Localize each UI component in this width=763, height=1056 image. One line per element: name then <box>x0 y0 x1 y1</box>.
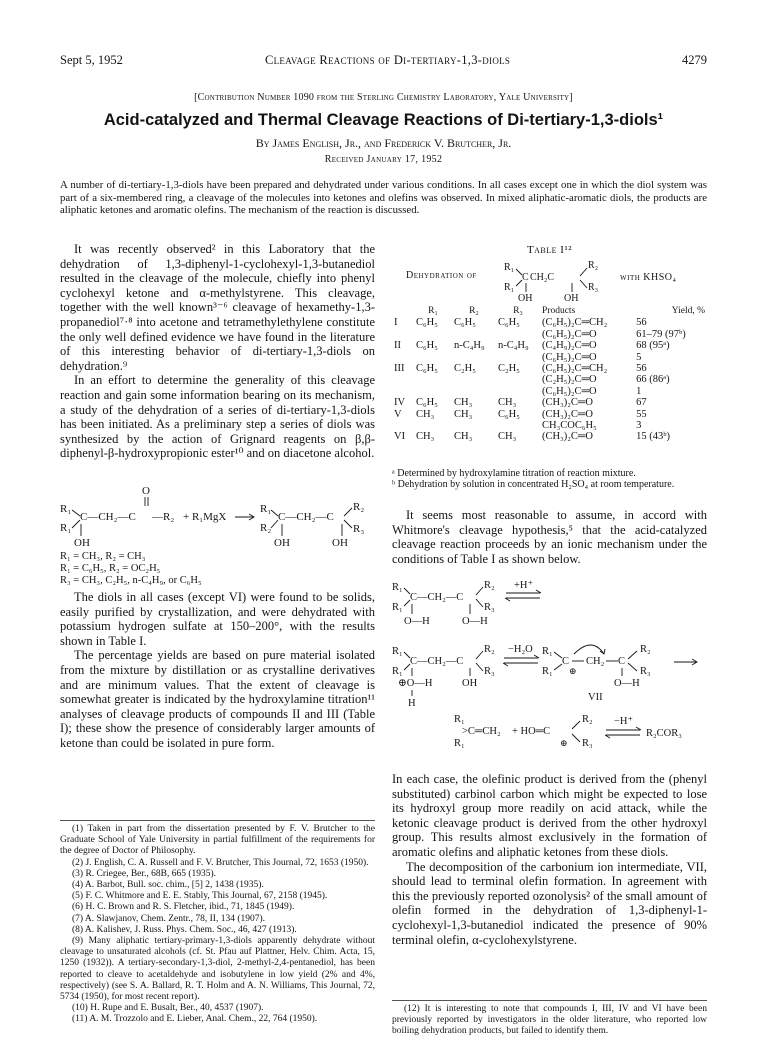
chem-label: VII <box>588 692 603 703</box>
paragraph: In each case, the olefinic product is derived from the (phenyl substituted) carbinol carbon which might be expected to lose its hydroxyl group more readily on acid attack, while the ketonic cleavage product is derived from the other hydroxyl group. This results almost exclusively in the formation of aromatic olefins and aliphatic ketones from these diols. <box>392 772 707 859</box>
legend-line: R₃ = CH₃, C₂H₅, n-C₄H₉, or C₆H₅ <box>60 574 202 586</box>
chem-label: H <box>408 698 416 709</box>
table-notes <box>392 468 707 491</box>
chem-label: O <box>142 485 150 497</box>
footnote: (12) It is interesting to note that compounds I, III, IV and VI have been previously reported by investigators in the older literature, who reported low boiling dehydration products, but failed to identify them. <box>392 1004 707 1037</box>
chem-label: OH <box>462 678 478 689</box>
footnote: (8) A. Kalishev, J. Russ. Phys. Chem. Soc., 46, 427 (1913). <box>72 924 297 935</box>
chem-label: —R₂ <box>152 511 175 523</box>
column-header: Products <box>542 306 576 316</box>
chem-label: R₃ <box>484 602 495 613</box>
chem-label: OH <box>332 537 348 549</box>
chem-label: R₂ <box>353 501 365 513</box>
chem-label: R₂ <box>640 644 651 655</box>
chem-label: R₁ <box>542 666 553 677</box>
table-header-row <box>392 306 707 317</box>
mechanism-scheme <box>392 576 707 772</box>
chem-label: CH₂ <box>586 656 605 667</box>
chem-label: with KHSO₄ <box>620 272 677 283</box>
paragraph: In an effort to determine the generality of this cleavage reaction and gain some information bearing on its mechanism, a study of the dehydration of a series of di-tertiary-1,3-diols has been initiated. As a preliminary step a series of diols was synthesized by the action of Grignard reagents on β,β-diphenyl-β-hydroxypropionic ester¹⁰ and on diacetone alcohol. <box>60 373 375 461</box>
footnote: (3) R. Criegee, Ber., 68B, 665 (1935). <box>72 868 217 879</box>
chem-label: R₁ <box>504 262 515 273</box>
chem-label: C <box>562 656 570 667</box>
chem-label: R₁ <box>392 646 403 657</box>
chem-label: R₃ <box>582 738 593 749</box>
chem-label: R₂ <box>582 714 593 725</box>
chem-label: R₂ <box>260 522 272 534</box>
chem-label: R₃ <box>353 523 365 535</box>
table-row: III C₆H₅ C₂H₅ C₂H₅ (C₆H₅)₂C═CH₂ (C₂H₅)₂C═O (C₆H₅)₂C═O 56 66 (86ᵃ) 1 <box>394 363 670 397</box>
chem-label: +H⁺ <box>514 580 534 591</box>
chem-label: R₂ <box>484 580 495 591</box>
chem-label: ⊕O—H <box>398 678 433 689</box>
chem-label: −H₂O <box>508 644 533 655</box>
footnote: (2) J. English, C. A. Russell and F. V. Brutcher, This Journal, 72, 1653 (1950). <box>72 857 369 868</box>
paragraph: The diols in all cases (except VI) were found to be solids, easily purified by crystallization, and were dehydrated with potassium hydrogen sulfate at 150–200°, with the results shown in Table I. <box>60 590 375 648</box>
chem-label: R₁ <box>60 503 72 515</box>
chem-label: + HO═C <box>512 726 551 737</box>
chem-label: O—H <box>404 616 430 627</box>
chem-label: R₃ <box>640 666 651 677</box>
table-row: VI CH₃ CH₃ CH₃ (CH₃)₂C═O 15 (43ᵇ) <box>394 431 670 443</box>
footnote-rule <box>60 820 375 821</box>
chem-label: R₁ <box>260 503 272 515</box>
column-header: Yield, % <box>671 306 705 316</box>
substituent-legend <box>60 551 375 586</box>
paragraph: It seems most reasonable to assume, in accord with Whitmore's cleavage hypothesis,⁵ that the acid-catalyzed cleavage reaction proceeds by an ionic mechanism under the conditions of Table I as shown below. <box>392 508 707 566</box>
legend-line: R₁ = C₆H₅, R₂ = OC₂H₅ <box>60 562 161 574</box>
footnote: (11) A. M. Trozzolo and E. Lieber, Anal. Chem., 22, 764 (1950). <box>72 1014 318 1025</box>
footnote: (6) H. C. Brown and R. S. Fletcher, ibid., 71, 1845 (1949). <box>72 902 295 913</box>
table-note: ᵃ Determined by hydroxylamine titration of reaction mixture. <box>392 468 636 479</box>
chem-label: Dehydration of <box>406 270 477 281</box>
footnote-rule <box>392 1000 707 1001</box>
table-i <box>392 306 707 443</box>
chem-label: OH <box>74 537 90 549</box>
chem-label: R₃ <box>484 666 495 677</box>
chem-label: OH <box>564 293 579 304</box>
chem-label: C—CH₂—C <box>410 656 464 667</box>
chem-label: ⊕ <box>569 666 577 676</box>
article-title: Acid-catalyzed and Thermal Cleavage Reactions of Di-tertiary-1,3-diols¹ <box>103 111 664 129</box>
chem-label: −H⁺ <box>614 716 634 727</box>
received-date: Received January 17, 1952 <box>324 154 443 165</box>
chem-label: R₂ <box>588 260 599 271</box>
table-heading-structure <box>392 258 707 304</box>
table-row: IV C₆H₅ CH₃ CH₃ (CH₃)₂C═O 67 <box>394 397 647 409</box>
chem-label: R₁ <box>392 666 403 677</box>
table-row: II C₆H₅ n-C₄H₉ n-C₄H₉ (C₄H₉)₂C═O (C₆H₅)₂C═O 68 (95ᵃ) 5 <box>394 340 670 363</box>
chem-label: R₁ <box>392 602 403 613</box>
footnote-right <box>392 1004 707 1038</box>
chem-label: OH <box>518 293 533 304</box>
footnote: (7) A. Slawjanov, Chem. Zentr., 78, II, 134 (1907). <box>72 913 266 924</box>
chem-label: + R₁MgX <box>183 511 227 523</box>
header-running-title: Cleavage Reactions of Di-tertiary-1,3-diols <box>265 53 511 67</box>
left-column-continued <box>60 590 375 751</box>
authors: By James English, Jr., and Frederick V. Brutcher, Jr. <box>255 136 512 150</box>
right-column <box>392 508 707 566</box>
chem-label: R₁ <box>454 714 465 725</box>
chem-label: R₂ <box>484 644 495 655</box>
chem-label: R₁ <box>454 738 465 749</box>
chem-label: >C═CH₂ <box>462 726 501 737</box>
chem-label: C—CH₂—C <box>278 511 334 523</box>
chem-label: C—CH₂—C <box>80 511 136 523</box>
chem-label: CH₂C <box>530 272 555 283</box>
footnote: (9) Many aliphatic tertiary-primary-1,3-diols apparently dehydrate without cleavage to unsaturated alcohols (cf. St. Pfau auf Plattner, Helv. Chim. Acta, 15, 1250 (1932)). A tertiary-secondary-1,3-diol, 2-methyl-2,4-pentanediol, has been reported to cleave to acetaldehyde and isobutylene in low yield (2% and 4%, respectively) (see S. A. Ballard, R. T. Holm and A. N. Williams, This Journal, 72, 5734 (1950), for most recent report). <box>60 936 375 1003</box>
column-header: R₂ <box>469 306 479 316</box>
chem-label: C <box>522 272 529 283</box>
chem-label: R₂COR₃ <box>646 728 682 739</box>
paragraph: The percentage yields are based on pure material isolated from the mixture by distillation or as crystalline derivatives and are minimum values. That the extent of cleavage is somewhat greater is indicated by the hydroxylamine titration¹¹ analyses of cleavage products of compounds II and III (Table I); these show the presence of considerably larger amounts of ketone than could be isolated in pure form. <box>60 648 375 750</box>
paragraph: It was recently observed² in this Laboratory that the dehydration of 1,3-diphenyl-1-cyclohexyl-1,3-butanediol resulted in the cleavage of the molecule, chiefly into phenyl cyclohexyl ketone and α-methylstyrene. This cleavage, together with the well known³⁻⁶ cleavage of hexamethy-1,3-propanediol⁷·⁸ into acetone and tetramethylethylene constitute the only well defined evidence we have found in the literature of this interesting behavior of di-tertiary-1,3-diols on dehydration.⁹ <box>60 242 375 373</box>
chem-label: R₃ <box>588 282 599 293</box>
abstract: A number of di-tertiary-1,3-diols have been prepared and dehydrated under various conditions. In all cases except one in which the diol system was part of a six-membered ring, a cleavage of the molecules into ketones and olefins was observed. In mixed aliphatic-aromatic diols, the products are aliphatic ketones and aromatic olefins. The mechanism of the reaction is discussed. <box>60 179 707 216</box>
right-column-continued <box>392 772 707 947</box>
running-header <box>60 53 707 69</box>
chem-label: C—CH₂—C <box>410 592 464 603</box>
table-row: I C₆H₅ C₆H₅ C₆H₅ (C₆H₅)₂C═CH₂ (C₆H₅)₂C═O 56 61–79 (97ᵇ) <box>394 317 686 340</box>
chem-label: R₁ <box>60 522 72 534</box>
footnotes-left <box>60 824 375 1026</box>
footnote: (1) Taken in part from the dissertation presented by F. V. Brutcher to the Graduate School of Yale University in partial fulfillment of the requirements for the degree of Doctor of Philosophy. <box>60 824 375 857</box>
chem-label: OH <box>274 537 290 549</box>
chem-label: R₁ <box>504 282 515 293</box>
chem-label: R₁ <box>392 582 403 593</box>
paragraph: The decomposition of the carbonium ion intermediate, VII, should lead to terminal olefin formation. In agreement with this the previously reported ozonolysis² of the small amount of olefin formed in the dehydration of 1,3-diphenyl-1-cyclohexyl-1,3-butanediol indicated the presence of 90% terminal olefin, α-cyclohexylstyrene. <box>392 859 707 947</box>
chem-label: R₁ <box>542 646 553 657</box>
grignard-scheme <box>60 484 375 552</box>
header-date: Sept 5, 1952 <box>60 53 123 67</box>
footnote: (10) H. Rupe and E. Busalt, Ber., 40, 4537 (1907). <box>72 1003 264 1014</box>
chem-label: ⊕ <box>560 738 568 748</box>
footnote: (4) A. Barbot, Bull. soc. chim., [5] 2, 1438 (1935). <box>72 880 264 891</box>
table-row: V CH₃ CH₃ C₆H₅ (CH₃)₂C═O CH₃COC₆H₅ 55 3 <box>394 408 647 432</box>
table-note: ᵇ Dehydration by solution in concentrated H₂SO₄ at room temperature. <box>392 479 675 491</box>
chem-label: C <box>618 656 626 667</box>
column-header: R₃ <box>513 306 523 316</box>
legend-line: R₁ = CH₃, R₂ = CH₃ <box>60 551 146 562</box>
header-page-number: 4279 <box>682 53 707 67</box>
table-caption: Table I¹² <box>526 244 573 256</box>
contribution-note: [Contribution Number 1090 from the Sterling Chemistry Laboratory, Yale University] <box>194 92 573 103</box>
column-header: R₁ <box>428 306 438 316</box>
footnote: (5) F. C. Whitmore and E. E. Stably, This Journal, 67, 2158 (1945). <box>72 891 328 902</box>
chem-label: O—H <box>614 678 640 689</box>
left-column <box>60 242 375 461</box>
chem-label: O—H <box>462 616 488 627</box>
